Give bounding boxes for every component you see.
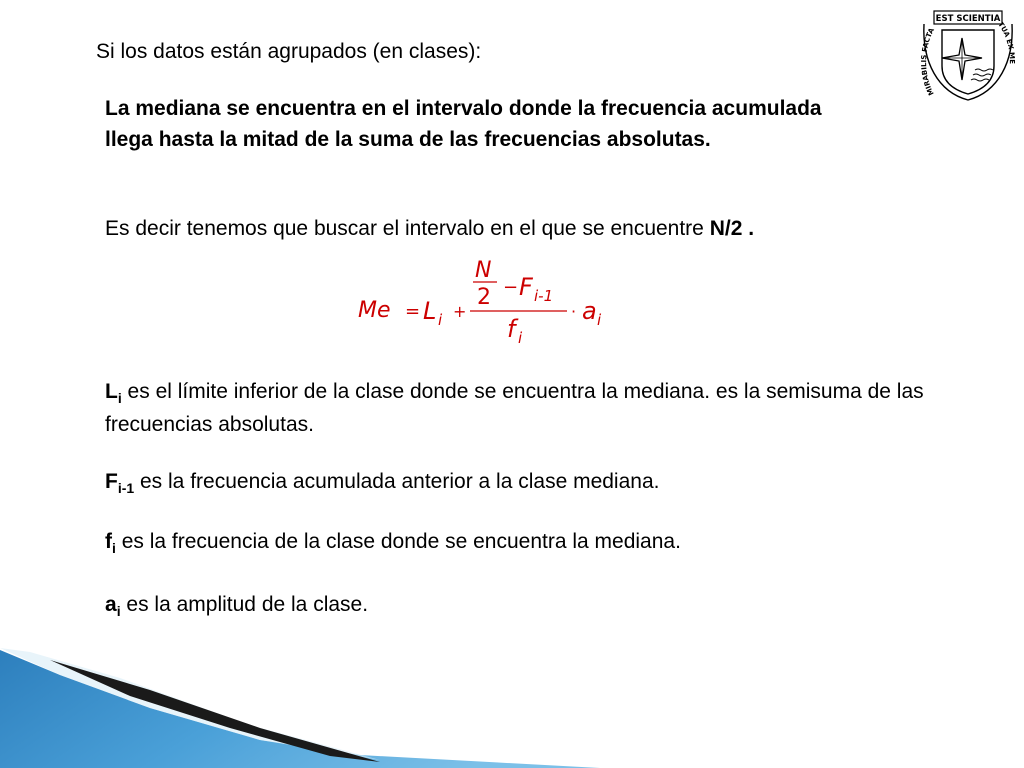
seal-left-motto: MIRABILIS FACTA bbox=[920, 26, 937, 97]
formula-minus: − bbox=[503, 277, 519, 298]
def-symbol: a bbox=[105, 593, 117, 616]
decorative-swoosh bbox=[0, 630, 600, 768]
seal-top-motto: EST SCIENTIA bbox=[935, 14, 1001, 24]
formula-f: f bbox=[507, 315, 516, 343]
seal-outline bbox=[924, 24, 1012, 100]
formula-lhs: Me bbox=[358, 298, 391, 323]
formula-two: 2 bbox=[477, 285, 491, 310]
university-seal bbox=[920, 8, 1016, 102]
definition-Li bbox=[105, 375, 925, 441]
formula-a-sub: i bbox=[597, 311, 602, 329]
formula-F: F bbox=[519, 273, 533, 301]
formula-equals: = bbox=[405, 301, 421, 322]
seal-wave-2 bbox=[973, 74, 991, 76]
blue-band bbox=[0, 650, 600, 768]
formula-f-sub: i bbox=[518, 329, 523, 345]
formula-a: a bbox=[582, 297, 597, 325]
formula-L-sub: i bbox=[438, 311, 443, 329]
search-sentence bbox=[105, 217, 754, 241]
def-symbol: L bbox=[105, 380, 118, 403]
formula-plus: + bbox=[453, 302, 467, 321]
definition-Fi-1 bbox=[105, 465, 925, 498]
formula-L: L bbox=[423, 297, 437, 325]
slide-subtitle: Si los datos están agrupados (en clases): bbox=[96, 40, 482, 63]
def-subscript: i bbox=[112, 540, 116, 556]
search-bold: N/2 . bbox=[709, 217, 755, 240]
def-text: es la frecuencia de la clase donde se encuentra la mediana. bbox=[115, 530, 681, 553]
definition-ai bbox=[105, 588, 925, 621]
def-subscript: i-1 bbox=[117, 480, 135, 496]
formula-dot: · bbox=[571, 302, 577, 321]
def-text: es la frecuencia acumulada anterior a la clase mediana. bbox=[134, 470, 660, 493]
seal-wave-1 bbox=[975, 69, 993, 71]
def-text: es el límite inferior de la clase donde se encuentra la mediana. es la semisuma de las frecuencias absolutas. bbox=[105, 380, 924, 436]
def-subscript: i bbox=[117, 390, 122, 406]
search-text: Es decir tenemos que buscar el intervalo en el que se encuentre bbox=[105, 217, 710, 240]
seal-right-motto: TUA EX ME bbox=[996, 20, 1016, 65]
def-text: es la amplitud de la clase. bbox=[120, 593, 369, 616]
def-symbol: f bbox=[105, 530, 112, 553]
seal-shield bbox=[942, 30, 994, 94]
def-symbol: F bbox=[105, 470, 118, 493]
lead-paragraph: La mediana se encuentra en el intervalo donde la frecuencia acumulada llega hasta la mitad de la suma de las frecuencias absolutas. bbox=[105, 97, 822, 151]
median-formula bbox=[355, 255, 615, 345]
definition-fi bbox=[105, 525, 925, 558]
seal-wave-3 bbox=[971, 79, 989, 81]
svg-text:TUA EX ME bbox=[996, 21, 1015, 65]
def-subscript: i bbox=[116, 603, 121, 619]
formula-N: N bbox=[475, 258, 492, 283]
formula-F-sub: i-1 bbox=[534, 287, 554, 305]
